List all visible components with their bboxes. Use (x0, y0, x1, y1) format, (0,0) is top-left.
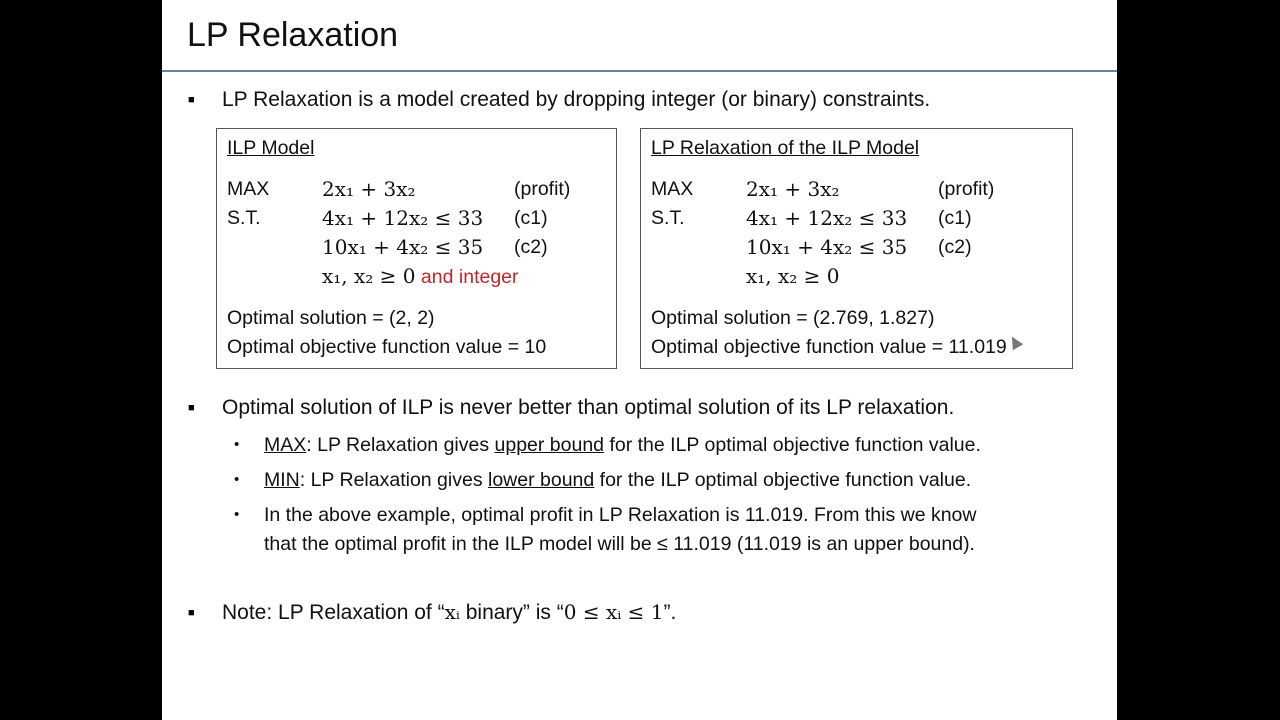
bullet-text-1: LP Relaxation is a model created by dropping integer (or binary) constraints. (222, 88, 931, 111)
ilp-row-expr: 4x₁ + 12x₂ ≤ 33 (322, 206, 484, 230)
bullet-text-2: Optimal solution of ILP is never better than optimal solution of its LP relaxation. (222, 396, 955, 419)
lp-row-tag: (profit) (938, 178, 995, 200)
ilp-row-expr: 2x₁ + 3x₂ (322, 177, 416, 201)
lp-row-expr: 4x₁ + 12x₂ ≤ 33 (746, 206, 908, 230)
max-keyword: MAX (264, 434, 307, 456)
ilp-row-label: S.T. (227, 207, 261, 229)
note-mid: binary” is “ (459, 601, 564, 624)
lp-optimal-solution: Optimal solution = (2.769, 1.827) (651, 307, 935, 329)
sub-bullet-dot-icon: • (234, 436, 240, 453)
note-range: 0 ≤ xᵢ ≤ 1 (563, 600, 664, 624)
sub-bullet-dot-icon: • (234, 471, 240, 488)
sub-bullet-example-line1: In the above example, optimal profit in LP Relaxation is 11.019. From this we know (264, 504, 977, 526)
lp-nonneg-constraint: x₁, x₂ ≥ 0 (746, 264, 840, 288)
ilp-row-tag: (c1) (514, 207, 548, 229)
slide-title: LP Relaxation (187, 16, 399, 54)
lp-row-label: MAX (651, 178, 694, 200)
max-text-post: for the ILP optimal objective function value. (604, 434, 981, 456)
ilp-row-tag: (profit) (514, 178, 571, 200)
sub-bullet-example-line2: that the optimal profit in the ILP model will be ≤ 11.019 (11.019 is an upper bound). (264, 533, 975, 555)
note-line (222, 600, 676, 625)
lp-row-label: S.T. (651, 207, 685, 229)
bullet-square-icon: ■ (188, 607, 195, 619)
slide (162, 0, 1117, 720)
lp-row-expr: 2x₁ + 3x₂ (746, 177, 840, 201)
lower-bound-term: lower bound (488, 469, 595, 491)
min-text-pre: : LP Relaxation gives (299, 469, 488, 491)
note-post: ”. (663, 601, 677, 624)
lp-row-tag: (c1) (938, 207, 972, 229)
lp-relaxation-box (640, 128, 1073, 369)
title-divider (162, 70, 1117, 72)
min-keyword: MIN (264, 469, 300, 491)
note-pre: Note: LP Relaxation of “ (222, 601, 445, 624)
max-text-pre: : LP Relaxation gives (306, 434, 495, 456)
sub-bullet-max (264, 430, 981, 460)
ilp-row-expr: 10x₁ + 4x₂ ≤ 35 (322, 235, 484, 259)
lp-row-expr: 10x₁ + 4x₂ ≤ 35 (746, 235, 908, 259)
sub-bullet-dot-icon: • (234, 506, 240, 523)
scrollbar[interactable] (1117, 0, 1135, 720)
ilp-integer-note: and integer (415, 266, 519, 288)
bullet-square-icon: ■ (188, 94, 195, 106)
ilp-row-label: MAX (227, 178, 270, 200)
ilp-row-tag: (c2) (514, 236, 548, 258)
bullet-square-icon: ■ (188, 402, 195, 414)
ilp-model-box (216, 128, 617, 369)
upper-bound-term: upper bound (494, 434, 605, 456)
lp-optimal-objective: Optimal objective function value = 11.019 (651, 336, 1007, 358)
ilp-nonneg-constraint (322, 264, 519, 289)
ilp-nonneg-expr: x₁, x₂ ≥ 0 (322, 264, 416, 288)
min-text-post: for the ILP optimal objective function value. (594, 469, 972, 491)
sub-bullet-min (264, 465, 971, 495)
lp-box-heading: LP Relaxation of the ILP Model (651, 137, 920, 159)
ilp-box-heading: ILP Model (227, 137, 315, 159)
lp-row-tag: (c2) (938, 236, 972, 258)
note-variable: xᵢ (444, 600, 460, 624)
ilp-optimal-objective: Optimal objective function value = 10 (227, 336, 547, 358)
ilp-optimal-solution: Optimal solution = (2, 2) (227, 307, 435, 329)
